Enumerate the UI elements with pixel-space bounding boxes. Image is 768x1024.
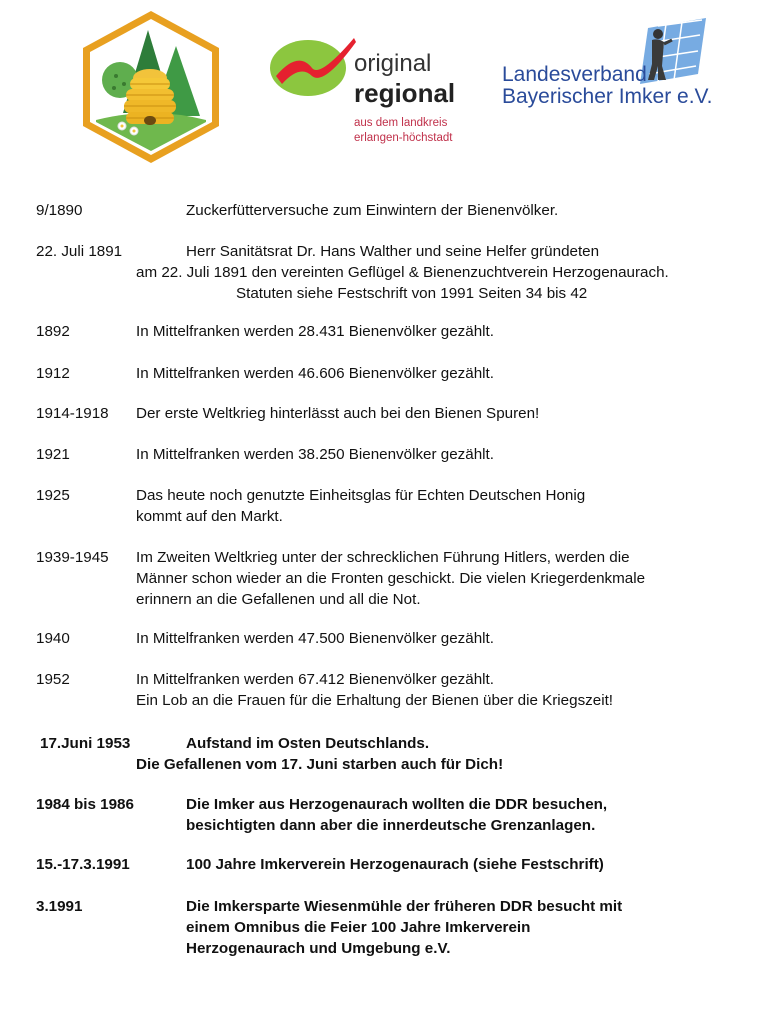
landesverband-logo [498, 18, 718, 118]
entry-text: Im Zweiten Weltkrieg unter der schrecklichen Führung Hitlers, werden die [136, 549, 630, 566]
entry-year: 1952 [36, 671, 70, 688]
logo-sub-text-2: erlangen-höchstadt [354, 132, 453, 144]
logo-landesverband-line2: Bayerischer Imker e.V. [502, 85, 713, 108]
entry-year: 1914-1918 [36, 405, 109, 422]
entry-year: 17.Juni 1953 [40, 735, 131, 752]
entry-text: Aufstand im Osten Deutschlands. [186, 735, 430, 752]
entry-text: kommt auf den Markt. [136, 508, 283, 525]
swoosh-icon [268, 30, 358, 100]
entry-text: erinnern an die Gefallenen und all die Not. [136, 591, 421, 608]
entry-text: besichtigten dann aber die innerdeutsche Grenzanlagen. [186, 817, 596, 834]
entry-text: Statuten siehe Festschrift von 1991 Seiten 34 bis 42 [236, 285, 588, 302]
entry-text: In Mittelfranken werden 46.606 Bienenvölker gezählt. [136, 365, 494, 382]
beehive-logo-icon [78, 8, 224, 166]
entry-text: Die Imkersparte Wiesenmühle der früheren DDR besucht mit [186, 898, 623, 915]
logo-landesverband-line1: Landesverband [502, 63, 647, 86]
entry-year: 1940 [36, 630, 70, 647]
entry-text: In Mittelfranken werden 67.412 Bienenvölker gezählt. [136, 671, 494, 688]
entry-text: Der erste Weltkrieg hinterlässt auch bei den Bienen Spuren! [136, 405, 540, 422]
original-regional-logo [268, 26, 468, 146]
entry-text: Die Imker aus Herzogenaurach wollten die DDR besuchen, [186, 796, 608, 813]
entry-text: einem Omnibus die Feier 100 Jahre Imkerverein [186, 919, 531, 936]
entry-year: 1921 [36, 446, 70, 463]
entry-text: In Mittelfranken werden 28.431 Bienenvölker gezählt. [136, 323, 494, 340]
entry-year: 1892 [36, 323, 70, 340]
entry-year: 1912 [36, 365, 70, 382]
entry-year: 1925 [36, 487, 70, 504]
entry-year: 22. Juli 1891 [36, 243, 123, 260]
beehive-logo [78, 8, 224, 166]
entry-year: 9/1890 [36, 202, 83, 219]
entry-text: Herzogenaurach und Umgebung e.V. [186, 940, 451, 957]
entry-text: In Mittelfranken werden 47.500 Bienenvölker gezählt. [136, 630, 494, 647]
entry-year: 15.-17.3.1991 [36, 856, 130, 873]
logo-original-text: original [354, 50, 432, 77]
entry-year: 1984 bis 1986 [36, 796, 134, 813]
entry-text: Ein Lob an die Frauen für die Erhaltung der Bienen über die Kriegszeit! [136, 692, 614, 709]
entry-text: Zuckerfütterversuche zum Einwintern der Bienenvölker. [186, 202, 559, 219]
entry-text: Männer schon wieder an die Fronten geschickt. Die vielen Kriegerdenkmale [136, 570, 646, 587]
logo-regional-text: regional [354, 78, 456, 108]
logo-sub-text-1: aus dem landkreis [354, 117, 448, 129]
entry-text: In Mittelfranken werden 38.250 Bienenvölker gezählt. [136, 446, 494, 463]
entry-text: am 22. Juli 1891 den vereinten Geflügel & Bienenzuchtverein Herzogenaurach. [136, 264, 669, 281]
entry-year: 1939-1945 [36, 549, 109, 566]
entry-text: Die Gefallenen vom 17. Juni starben auch für Dich! [136, 756, 504, 773]
entry-text: 100 Jahre Imkerverein Herzogenaurach (siehe Festschrift) [186, 856, 604, 873]
entry-text: Das heute noch genutzte Einheitsglas für Echten Deutschen Honig [136, 487, 586, 504]
entry-text: Herr Sanitätsrat Dr. Hans Walther und seine Helfer gründeten [186, 243, 600, 260]
entry-year: 3.1991 [36, 898, 83, 915]
